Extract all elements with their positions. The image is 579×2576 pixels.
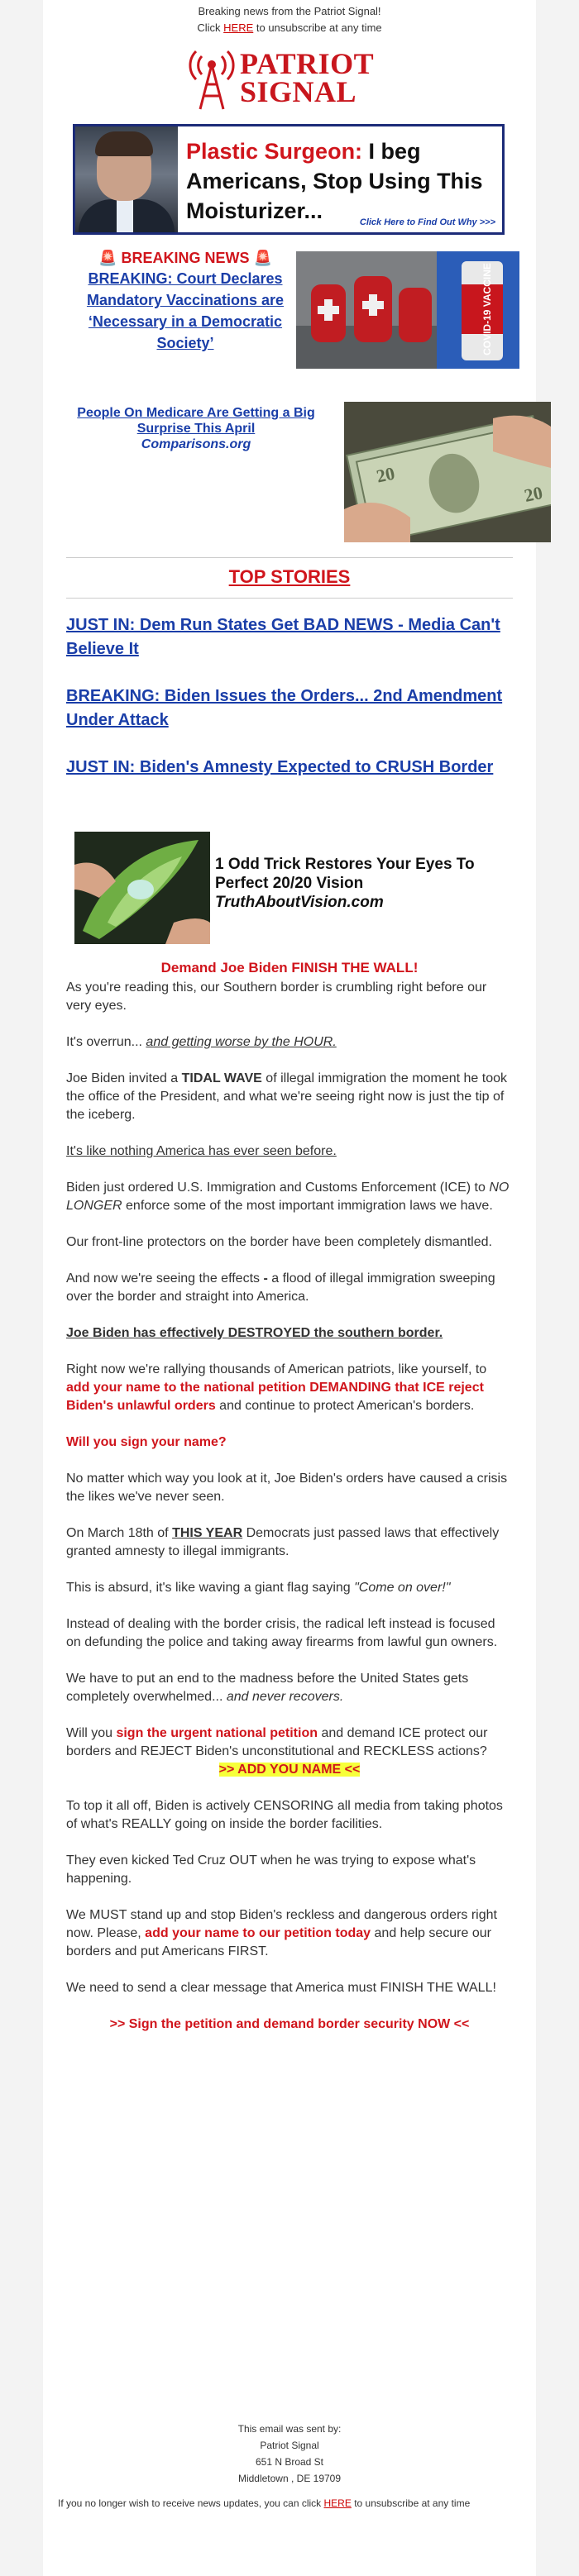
patriot-signal-logo[interactable] [189,48,437,111]
unsubscribe-line-top [43,20,536,36]
logo-line-1: PATRIOT [240,47,375,80]
breaking-news-block [66,248,304,354]
unsubscribe-link-top[interactable]: HERE [223,21,254,34]
unsubscribe-link-bottom[interactable]: HERE [323,2497,352,2509]
paragraph: We MUST stand up and stop Biden's reckless and dangerous orders right now. Please, add your name to our petition today and help secure our borders and put Americans FIRST. [66,1908,497,1958]
paragraph: We have to put an end to the madness before the United States gets completely overwhelmed... and never recovers. [66,1672,469,1704]
story-link-1[interactable]: JUST IN: Dem Run States Get BAD NEWS - Media Can't Believe It [66,616,500,658]
vial-label: COVID-19 VACCINE [481,263,493,355]
breaking-news-label [66,248,304,268]
paragraph: Right now we're rallying thousands of American patriots, like yourself, to add your name to the national petition DEMANDING that ICE reject Biden's unlawful orders and continue to protect American's borders. [66,1362,487,1413]
siren-icon: 🚨 [253,250,272,266]
ad-text: I beg Americans, Stop Using This Moisturizer... [186,139,483,223]
emphasis: and getting worse by the HOUR. [146,1035,337,1049]
footer-unsubscribe: If you no longer wish to receive news updates, you can click HERE to unsubscribe at any time [58,2497,471,2509]
medicare-ad[interactable] [76,405,316,453]
email-column [43,0,545,2576]
story-link-3[interactable]: JUST IN: Biden's Amnesty Expected to CRUSH Border [66,758,494,776]
vaccine-image[interactable] [296,251,519,369]
paragraph: Will you sign the urgent national petition and demand ICE protect our borders and REJECT Biden's unconstitutional and RECKLESS actions? [66,1726,488,1758]
paragraph: Joe Biden invited a TIDAL WAVE of illegal immigration the moment he took the office of the President, and what we're seeing right now is just the tip of the iceberg. [66,1071,507,1122]
top-stories-header [66,557,513,599]
ad-cta-link[interactable]: Click Here to Find Out Why >>> [359,217,495,227]
logo-line-2: SIGNAL [240,75,357,108]
paragraph: We need to send a clear message that America must FINISH THE WALL! [66,1981,496,1995]
plastic-surgeon-ad[interactable] [73,124,505,235]
cta-wrap [66,1761,513,1779]
vision-source: TruthAboutVision.com [215,894,384,911]
ad-headline [186,136,500,226]
paragraph: Joe Biden has effectively DESTROYED the southern border. [66,1326,443,1340]
breaking-news-link[interactable]: BREAKING: Court Declares Mandatory Vaccinations are ‘Necessary in a Democratic Society’ [86,270,285,351]
footer-org: Patriot Signal [260,2440,319,2451]
surgeon-photo [75,126,178,232]
paragraph: No matter which way you look at it, Joe Biden's orders have caused a crisis the likes we've never seen. [66,1472,508,1504]
add-name-button[interactable]: >> ADD YOU NAME << [218,1763,361,1777]
logo-wordmark [240,47,375,108]
ad-prefix: Plastic Surgeon: [186,139,363,164]
petition-link-3[interactable]: add your name to our petition today [145,1926,371,1940]
paragraph: On March 18th of THIS YEAR Democrats just passed laws that effectively granted amnesty to illegal immigrants. [66,1526,500,1558]
aloe-vera-image[interactable] [74,832,210,944]
footer-address [43,2421,536,2487]
paragraph: To top it all off, Biden is actively CENSORING all media from taking photos of what's REALLY going on inside the border facilities. [66,1799,503,1831]
svg-text:20: 20 [374,462,397,487]
vision-title[interactable]: 1 Odd Trick Restores Your Eyes To Perfect 20/20 Vision [215,856,475,892]
preheader-line: Breaking news from the Patriot Signal! [198,5,381,17]
siren-icon: 🚨 [98,250,117,266]
top-stories-heading: TOP STORIES [228,566,351,587]
footer-sent-by: This email was sent by: [237,2423,342,2435]
paragraph: Will you sign your name? [66,1435,227,1449]
vision-ad[interactable] [215,855,513,912]
petition-link-2[interactable]: sign the urgent national petition [116,1726,318,1740]
sign-petition-button[interactable]: >> Sign the petition and demand border security NOW << [109,2017,470,2031]
footer-city: Middletown , DE 19709 [237,2473,342,2484]
paragraph: It's overrun... and getting worse by the HOUR. [66,1035,337,1049]
unsub-suffix: to unsubscribe at any time [253,21,382,34]
money-image[interactable] [344,402,551,542]
paragraph: It's like nothing America has ever seen before. [66,1144,337,1158]
story-link-2[interactable]: BREAKING: Biden Issues the Orders... 2nd Amendment Under Attack [66,687,503,729]
paragraph: Instead of dealing with the border crisis, the radical left instead is focused on defunding the police and taking away firearms from lawful gun owners. [66,1617,498,1649]
radio-tower-icon [189,48,235,111]
footer-street: 651 N Broad St [255,2456,324,2468]
medicare-source: Comparisons.org [141,437,251,451]
preheader [43,3,536,36]
paragraph: As you're reading this, our Southern border is crumbling right before our very eyes. [66,980,487,1013]
paragraph: And now we're seeing the effects - a flood of illegal immigration sweeping over the border and straight into America. [66,1271,495,1304]
svg-text:20: 20 [522,481,545,507]
click-text: Click [197,21,224,34]
medicare-title[interactable]: People On Medicare Are Getting a Big Surprise This April [77,406,315,436]
petition-link-1[interactable]: add your name to the national petition DEMANDING that ICE reject Biden's unlawful orders [66,1381,484,1413]
paragraph: Our front-line protectors on the border have been completely dismantled. [66,1235,492,1249]
breaking-label-text: BREAKING NEWS [121,250,250,266]
paragraph: They even kicked Ted Cruz OUT when he was trying to expose what's happening. [66,1853,476,1886]
paragraph: Biden just ordered U.S. Immigration and Customs Enforcement (ICE) to NO LONGER enforce some of the most important immigration laws we have. [66,1181,510,1213]
article-body [66,959,513,2052]
article-headline: Demand Joe Biden FINISH THE WALL! [160,960,419,976]
paragraph: This is absurd, it's like waving a giant flag saying "Come on over!" [66,1581,451,1595]
